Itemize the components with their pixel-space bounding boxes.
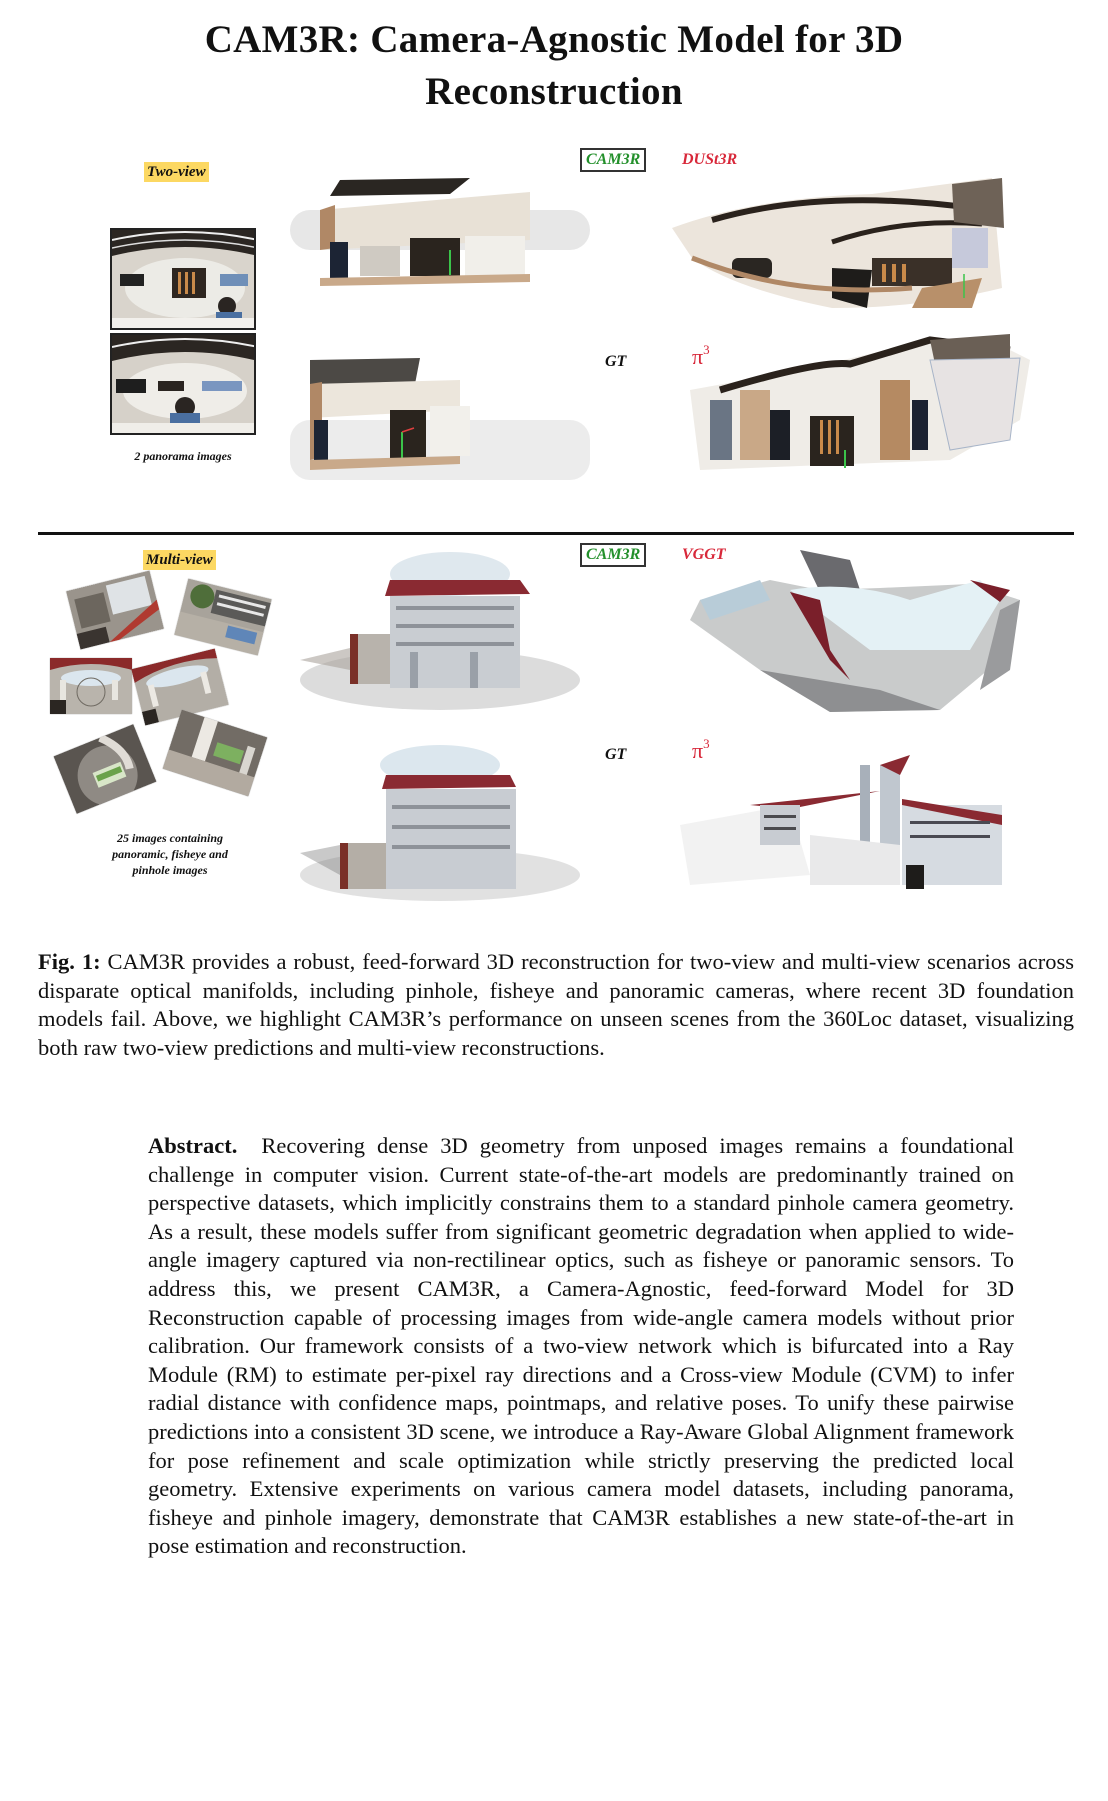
abstract bbox=[148, 1132, 1020, 1561]
two-view-cam3r-label: CAM3R bbox=[580, 148, 646, 172]
multi-view-gt-reconstruction bbox=[290, 735, 590, 905]
two-view-gt-label: GT bbox=[605, 353, 627, 370]
multi-view-vggt-label: VGGT bbox=[682, 546, 726, 563]
input-photo-6 bbox=[163, 710, 268, 797]
panorama-image-2 bbox=[110, 333, 256, 435]
pi-symbol: π bbox=[692, 738, 704, 763]
multi-view-pi3-label bbox=[692, 734, 710, 761]
two-view-gt-reconstruction bbox=[290, 340, 590, 490]
two-view-pi3-label bbox=[692, 340, 710, 367]
pi-exponent: 3 bbox=[703, 342, 710, 357]
paper-title bbox=[0, 14, 1108, 118]
two-view-input-caption: 2 panorama images bbox=[134, 449, 232, 463]
figure-1 bbox=[0, 140, 1108, 940]
figure-caption bbox=[38, 948, 1074, 1062]
title-line-1: CAM3R: Camera-Agnostic Model for 3D bbox=[204, 18, 904, 61]
abstract-label: Abstract. bbox=[148, 1133, 238, 1158]
figure-caption-text: CAM3R provides a robust, feed-forward 3D reconstruction for two-view and multi-view scenarios across disparate optical manifolds, including pinhole, fisheye and panoramic cameras, where recent 3D foundation models fail. Above, we highlight CAM3R’s performance on unseen scenes from the 360Loc dataset, visualizing both raw two-view predictions and multi-view reconstructions. bbox=[38, 949, 1074, 1060]
two-view-dust3r-label: DUSt3R bbox=[682, 151, 738, 168]
input-photo-5 bbox=[54, 724, 157, 814]
input-photo-3 bbox=[50, 658, 132, 714]
pi-symbol: π bbox=[692, 344, 704, 369]
figure-caption-label: Fig. 1: bbox=[38, 949, 101, 974]
multi-view-cam3r-label: CAM3R bbox=[580, 543, 646, 567]
multi-view-pi3-reconstruction bbox=[670, 735, 1040, 905]
multi-view-tag: Multi-view bbox=[143, 550, 216, 570]
panel-divider bbox=[38, 532, 1074, 535]
two-view-pi3-reconstruction bbox=[680, 320, 1040, 470]
panorama-image-1-art bbox=[112, 230, 256, 330]
input-photo-1 bbox=[66, 570, 164, 649]
input-photo-2 bbox=[174, 578, 271, 655]
panorama-image-1 bbox=[110, 228, 256, 330]
multi-view-input-caption bbox=[70, 830, 270, 878]
two-view-cam3r-reconstruction bbox=[290, 150, 590, 290]
multi-view-cam3r-reconstruction bbox=[290, 540, 590, 720]
multi-view-input-caption-line-1: 25 images containing bbox=[116, 831, 223, 845]
two-view-tag: Two-view bbox=[144, 162, 209, 182]
panorama-image-2-art bbox=[112, 335, 256, 435]
two-view-dust3r-reconstruction bbox=[672, 158, 1032, 318]
pi-exponent: 3 bbox=[703, 736, 710, 751]
multi-view-vggt-reconstruction bbox=[680, 540, 1040, 720]
abstract-text: Recovering dense 3D geometry from unposed images remains a foundational challenge in computer vision. Current state-of-the-art models are predominantly trained on perspective datasets, which implicitly constrains them to a standard pinhole camera geometry. As a result, these models suffer from significant geometric degradation when applied to wide-angle imagery captured via non-rectilinear optics, such as fisheye or panoramic sensors. To address this, we present CAM3R, a Camera-Agnostic, feed-forward Model for 3D Reconstruction capable of processing images from wide-angle camera models without prior calibration. Our framework consists of a two-view network which is bifurcated into a Ray Module (RM) to estimate per-pixel ray directions and a Cross-view Module (CVM) to infer radial distance with confidence maps, pointmaps, and relative poses. To unify these pairwise predictions into a consistent 3D scene, we introduce a Ray-Aware Global Alignment framework for pose refinement and scale optimization while strictly preserving the predicted local geometry. Extensive experiments on various camera model datasets, including panorama, fisheye and pinhole imagery, demonstrate that CAM3R establishes a new state-of-the-art in pose estimation and reconstruction. bbox=[148, 1133, 1020, 1559]
multi-view-gt-label: GT bbox=[605, 746, 627, 763]
multi-view-input-caption-line-2: panoramic, fisheye and bbox=[112, 847, 228, 861]
title-line-2: Reconstruction bbox=[425, 70, 683, 113]
multi-view-input-caption-line-3: pinhole images bbox=[132, 863, 208, 877]
